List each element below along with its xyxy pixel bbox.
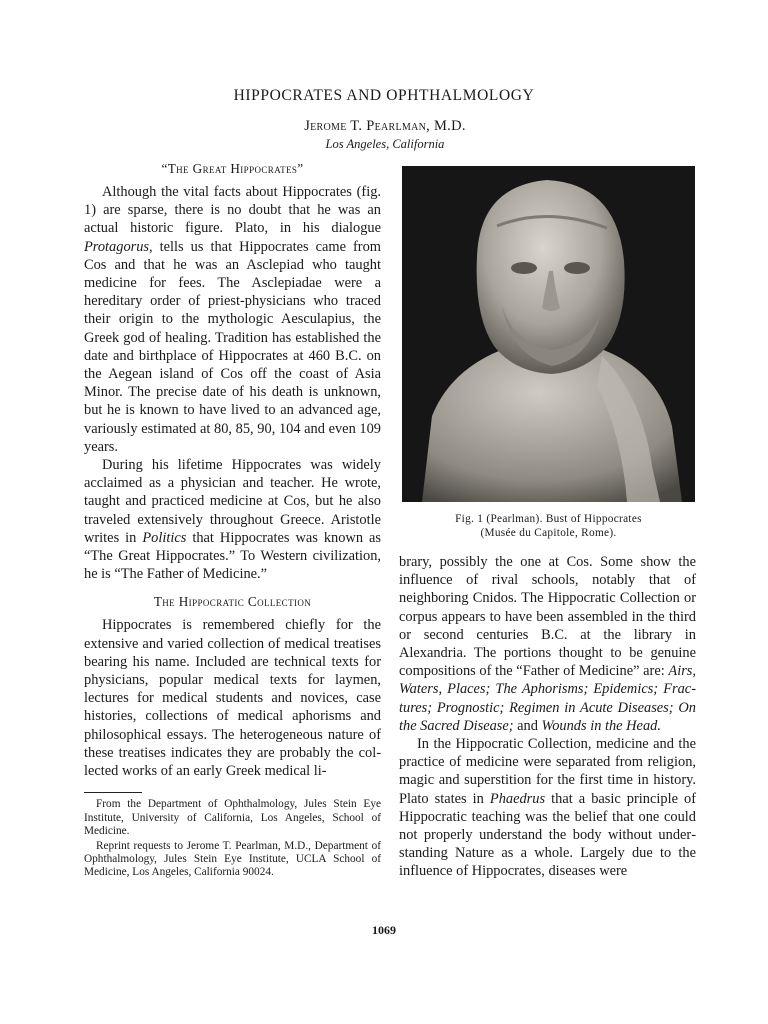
right-column: [399, 553, 696, 881]
paragraph-collection-2: In the Hippocratic Collection, medicine and the practice of medicine were separated from religion, magic and superstition for the first time in history. Plato states in Phaedrus that a basic principle of Hippocratic teaching was the belief that one could not properly understand the body without understanding Nature as a whole. Largely due to the influence of Hippocrates, diseases were: [399, 736, 696, 880]
section-heading-great-hippocrates-text: “The Great Hippocrates”: [161, 161, 304, 176]
section-heading-collection: [84, 593, 381, 611]
paragraph-collection-1b: brary, possibly the one at Cos. Some show the influence of rival schools, notably that of neighboring Cnidos. The Hippocratic Collection or corpus appears to have been assembled in the third or second centuries B.C. at the library in Alexandria. The portions thought to be genuine compositions of the “Father of Medicine” are: Airs, Waters, Places; The Aphorisms; Epidemics; Fractures; Prognostic; Regimen in Acute Diseases; On the Sacred Disease; and Wounds in the Head.: [399, 554, 696, 734]
section-heading-collection-text: The Hippocratic Collection: [153, 594, 312, 610]
figure-bust-of-hippocrates: [402, 166, 695, 502]
paragraph-great-1: Although the vital facts about Hippocrates (fig. 1) are sparse, there is no doubt that he was an actual historic figure. Plato, in his dialogue Protagorus, tells us that Hippocrates came from Cos and that he was an Asclepiad who taught medicine for fees. The Asclepiadae were a hereditary order of priest-physicians who traced their origin to the mythologic Aesculapius, the Greek god of healing. Tradition has established the date and birthplace of Hippocrates at 460 B.C. on the Aegean island of Cos off the coast of Asia Minor. The precise date of his death is unknown, but he is known to have lived to an advanced age, variously estimated at 80, 85, 90, 104 and even 109 years.: [84, 184, 381, 455]
footnote-department: From the Department of Ophthalmology, Jules Stein Eye Institute, University of California, Los Angeles, School of Medicine.: [84, 798, 381, 837]
author-affiliation: Los Angeles, California: [325, 137, 445, 151]
bust-right-eye: [564, 262, 590, 274]
footnote-divider: [84, 792, 142, 793]
footnote-reprint: Reprint requests to Jerome T. Pearlman, M.D., Department of Ophthalmology, Jules Stein Eye Institute, UCLA School of Medicine, Los Angeles, California 90024.: [84, 839, 381, 879]
page-number: 1069: [372, 923, 396, 937]
paragraph-great-2: During his lifetime Hippocrates was widely acclaimed as a physician and teacher. He wrote, taught and practiced medicine at Cos, but he also traveled extensively throughout Greece. Aristotle writes in Politics that Hippocrates was known as “The Great Hippocrates.” To Western civilization, he is “The Father of Medicine.”: [84, 457, 382, 583]
paragraph-collection-1a: Hippocrates is remembered chiefly for the extensive and varied collection of medical treatises bearing his name. Included are technical texts for physicians, popular medical texts for laymen, lectures for medical students and novices, case histories, collections of medical aphorisms and philosophical essays. The heterogeneous nature of these treatises indicates they are probably the collected works of an early Greek medical li-: [84, 617, 381, 780]
figure-caption-line-1: Fig. 1 (Pearlman). Bust of Hippocrates: [455, 513, 642, 525]
article-title: HIPPOCRATES AND OPHTHALMOLOGY: [233, 87, 535, 104]
author-name: [230, 118, 540, 135]
left-column: [84, 160, 381, 882]
figure-caption: [400, 513, 697, 540]
bust-image: [402, 166, 695, 502]
bust-left-eye: [511, 262, 537, 274]
figure-caption-line-2: (Musée du Capitole, Rome).: [480, 526, 617, 539]
author-name-text: Jerome T. Pearlman, M.D.: [304, 118, 466, 134]
section-heading-great-hippocrates: [84, 160, 381, 178]
